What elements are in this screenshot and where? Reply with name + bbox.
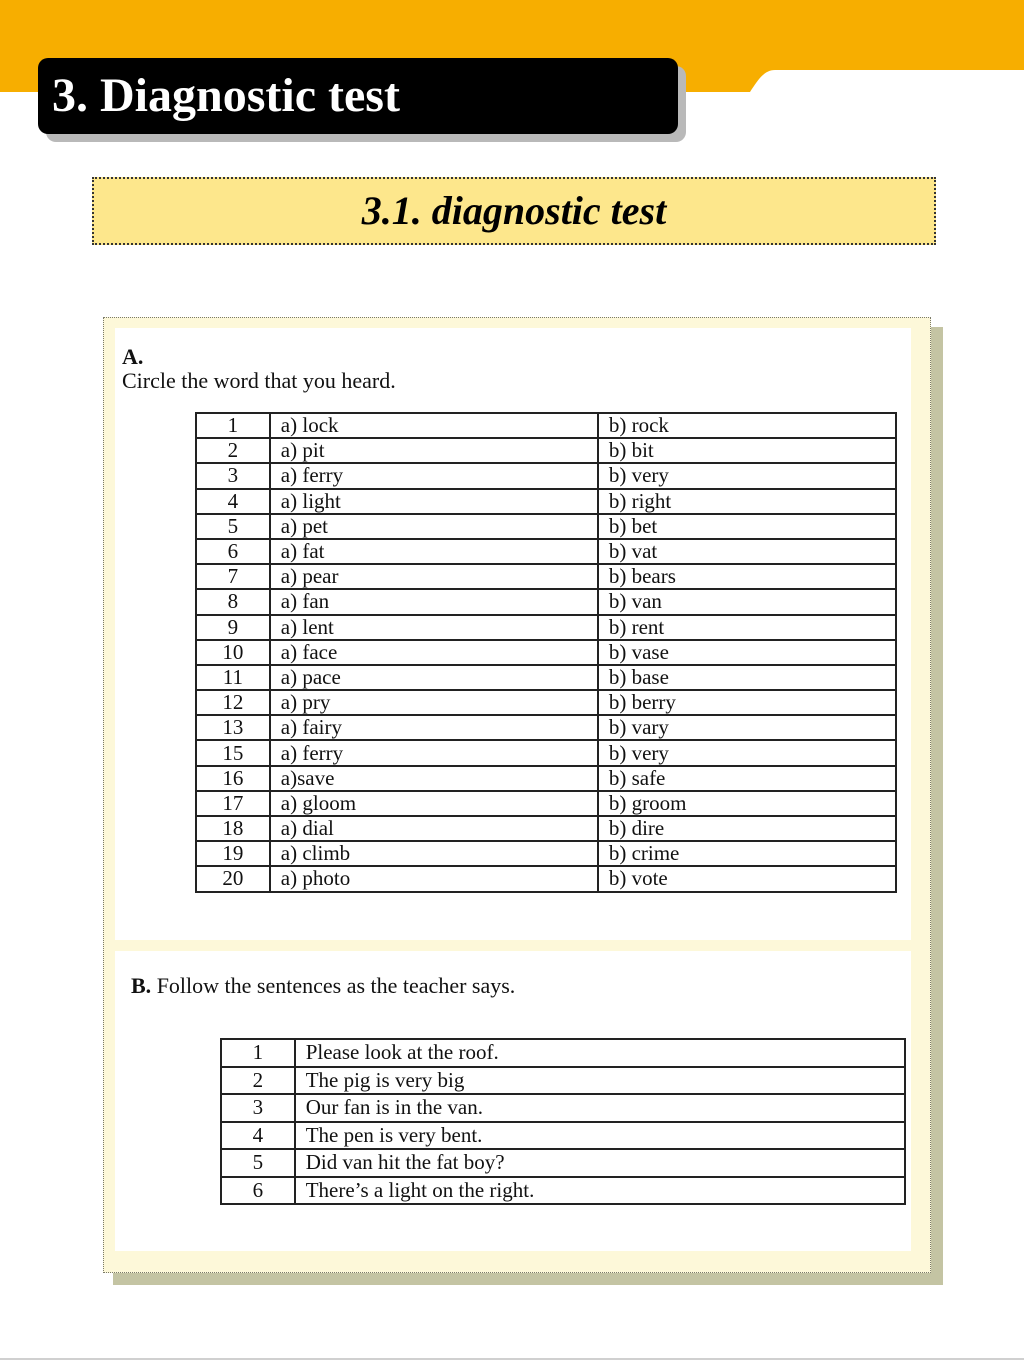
table-row	[196, 615, 896, 640]
section-b-panel	[115, 951, 911, 1251]
row-number: 3	[221, 1094, 295, 1122]
sentence: Did van hit the fat boy?	[295, 1149, 905, 1177]
option-a: a) face	[270, 640, 598, 665]
option-a: a) light	[270, 489, 598, 514]
option-a: a) gloom	[270, 791, 598, 816]
word-choice-table	[195, 412, 897, 893]
sentence: The pig is very big	[295, 1067, 905, 1095]
table-row	[221, 1039, 905, 1067]
option-b: b) dire	[598, 816, 896, 841]
worksheet	[103, 317, 931, 1273]
row-number: 15	[196, 740, 270, 765]
row-number: 20	[196, 866, 270, 891]
table-row	[196, 841, 896, 866]
section-a-instruction: Circle the word that you heard.	[122, 368, 396, 393]
option-a: a) pit	[270, 438, 598, 463]
option-b: b) base	[598, 665, 896, 690]
option-b: b) very	[598, 740, 896, 765]
option-a: a) dial	[270, 816, 598, 841]
option-a: a) pace	[270, 665, 598, 690]
option-a: a) lent	[270, 615, 598, 640]
slide-title-box	[38, 58, 678, 134]
row-number: 5	[221, 1149, 295, 1177]
sentence: Our fan is in the van.	[295, 1094, 905, 1122]
row-number: 9	[196, 615, 270, 640]
option-b: b) vary	[598, 715, 896, 740]
subtitle: 3.1. diagnostic test	[361, 188, 667, 233]
option-a: a) climb	[270, 841, 598, 866]
row-number: 1	[196, 413, 270, 438]
option-a: a) pet	[270, 514, 598, 539]
row-number: 6	[196, 539, 270, 564]
option-a: a) fat	[270, 539, 598, 564]
table-row	[196, 489, 896, 514]
option-a: a) photo	[270, 866, 598, 891]
option-a: a) lock	[270, 413, 598, 438]
row-number: 4	[221, 1122, 295, 1150]
table-row	[221, 1094, 905, 1122]
table-row	[196, 463, 896, 488]
row-number: 13	[196, 715, 270, 740]
sentence: Please look at the roof.	[295, 1039, 905, 1067]
row-number: 12	[196, 690, 270, 715]
row-number: 7	[196, 564, 270, 589]
row-number: 18	[196, 816, 270, 841]
row-number: 2	[196, 438, 270, 463]
table-row	[221, 1177, 905, 1205]
option-a: a) ferry	[270, 740, 598, 765]
sentence: There’s a light on the right.	[295, 1177, 905, 1205]
option-b: b) bears	[598, 564, 896, 589]
row-number: 8	[196, 589, 270, 614]
table-row	[221, 1122, 905, 1150]
option-b: b) safe	[598, 766, 896, 791]
row-number: 16	[196, 766, 270, 791]
table-row	[196, 589, 896, 614]
section-b-instruction	[131, 973, 515, 999]
section-a-panel	[115, 328, 911, 940]
row-number: 10	[196, 640, 270, 665]
option-a: a) pear	[270, 564, 598, 589]
row-number: 5	[196, 514, 270, 539]
option-a: a)save	[270, 766, 598, 791]
table-row	[196, 665, 896, 690]
option-a: a) fairy	[270, 715, 598, 740]
option-b: b) bit	[598, 438, 896, 463]
table-row	[196, 690, 896, 715]
table-row	[196, 514, 896, 539]
subtitle-box	[92, 177, 936, 245]
option-b: b) vase	[598, 640, 896, 665]
option-b: b) rent	[598, 615, 896, 640]
row-number: 1	[221, 1039, 295, 1067]
row-number: 4	[196, 489, 270, 514]
table-row	[221, 1067, 905, 1095]
section-b-instruction-text: Follow the sentences as the teacher says.	[156, 973, 516, 998]
option-a: a) fan	[270, 589, 598, 614]
table-row	[196, 539, 896, 564]
option-b: b) right	[598, 489, 896, 514]
sentence: The pen is very bent.	[295, 1122, 905, 1150]
table-row	[196, 766, 896, 791]
section-a-letter: A.	[122, 344, 144, 369]
table-row	[196, 640, 896, 665]
option-a: a) pry	[270, 690, 598, 715]
option-b: b) groom	[598, 791, 896, 816]
option-b: b) vote	[598, 866, 896, 891]
row-number: 17	[196, 791, 270, 816]
row-number: 2	[221, 1067, 295, 1095]
option-a: a) ferry	[270, 463, 598, 488]
row-number: 3	[196, 463, 270, 488]
table-row	[196, 715, 896, 740]
table-row	[196, 866, 896, 891]
option-b: b) berry	[598, 690, 896, 715]
option-b: b) van	[598, 589, 896, 614]
option-b: b) rock	[598, 413, 896, 438]
table-row	[196, 740, 896, 765]
table-row	[196, 791, 896, 816]
row-number: 19	[196, 841, 270, 866]
slide-title: 3. Diagnostic test	[52, 69, 400, 122]
option-b: b) bet	[598, 514, 896, 539]
table-row	[196, 438, 896, 463]
table-row	[221, 1149, 905, 1177]
option-b: b) very	[598, 463, 896, 488]
bottom-divider	[0, 1358, 1024, 1360]
row-number: 6	[221, 1177, 295, 1205]
table-row	[196, 564, 896, 589]
section-b-letter: B.	[131, 973, 152, 998]
sentence-table	[220, 1038, 906, 1205]
table-row	[196, 413, 896, 438]
table-row	[196, 816, 896, 841]
option-b: b) vat	[598, 539, 896, 564]
option-b: b) crime	[598, 841, 896, 866]
row-number: 11	[196, 665, 270, 690]
